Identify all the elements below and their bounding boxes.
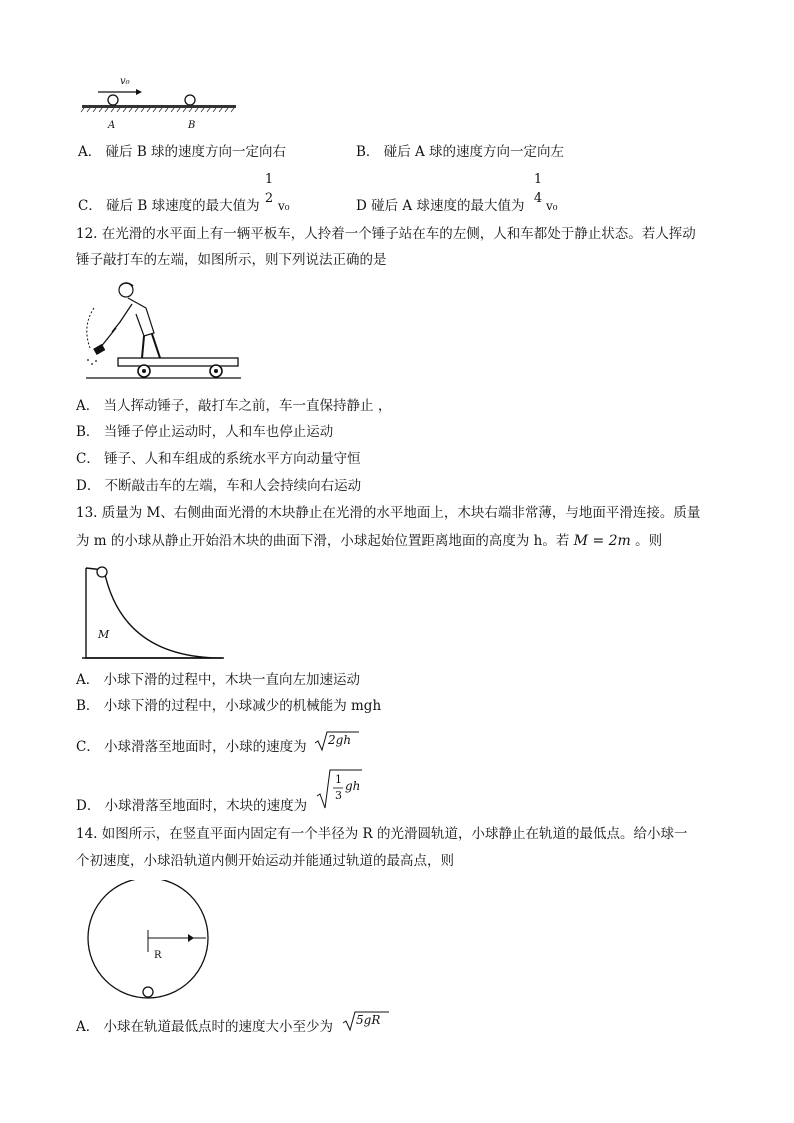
fraction-numerator: 1 <box>533 172 543 187</box>
q11-option-a: A． 碰后 B 球的速度方向一定向右 <box>78 144 287 160</box>
q11-option-d: D 碰后 A 球速度的最大值为 <box>356 198 525 214</box>
radius-r-label: R <box>154 950 162 961</box>
q13-stem-line2 <box>76 531 662 551</box>
fraction-numerator: 1 <box>264 172 274 187</box>
q13-stem-line1: 13. 质量为 M、右侧曲面光滑的木块静止在光滑的水平地面上，木块右端非常薄，与地面平滑连接。质量 <box>76 505 701 521</box>
q12-option-d: D． 不断敲击车的左端，车和人会持续向右运动 <box>76 478 362 494</box>
q12-stem-line1: 12. 在光滑的水平面上有一辆平板车，人拎着一个锤子站在车的左侧，人和车都处于静止状态。若人挥动 <box>76 226 696 242</box>
collision-figure <box>78 76 238 138</box>
hammer-cart-figure <box>76 278 246 388</box>
sqrt-content: gh <box>345 779 361 793</box>
fraction-denominator: 4 <box>533 191 543 206</box>
fraction-numerator: 1 <box>335 773 342 786</box>
q12-option-b: B． 当锤子停止运动时，人和车也停止运动 <box>76 424 334 440</box>
q11-option-d-v0: v₀ <box>546 199 558 213</box>
ball-a <box>108 95 118 105</box>
q13-stem-text: 为 m 的小球从静止开始沿木块的曲面下滑，小球起始位置距离地面的高度为 h。若 <box>76 533 570 549</box>
v0-label: v₀ <box>120 76 130 87</box>
q11-option-b: B． 碰后 A 球的速度方向一定向左 <box>356 144 565 160</box>
sqrt-content: 2gh <box>328 733 352 747</box>
block-m-label: M <box>98 628 110 641</box>
sqrt-content: 5gR <box>356 1013 381 1027</box>
small-ball <box>143 987 153 997</box>
q12-option-a: A． 当人挥动锤子，敲打车之前，车一直保持静止 ， <box>76 398 392 414</box>
fraction-denominator: 2 <box>264 191 274 206</box>
circular-track-figure <box>80 880 220 1000</box>
fraction-denominator: 3 <box>335 789 342 802</box>
q13-option-d: D． 小球滑落至地面时，木块的速度为 <box>76 798 308 814</box>
q14-option-a: A． 小球在轨道最低点时的速度大小至少为 <box>76 1019 334 1035</box>
q14-stem-line2: 个初速度，小球沿轨道内侧开始运动并能通过轨道的最高点，则 <box>76 853 454 869</box>
q14-stem-line1: 14. 如图所示，在竖直平面内固定有一个半径为 R 的光滑圆轨道，小球静止在轨道的最低点。给小球一 <box>76 826 688 842</box>
small-ball <box>97 567 107 577</box>
ball-b <box>185 95 195 105</box>
q11-option-c: C． 碰后 B 球速度的最大值为 <box>78 198 260 214</box>
q11-option-c-fraction <box>262 172 276 206</box>
q13-stem-end: 。则 <box>635 533 663 549</box>
q13-option-d-sqrt <box>316 768 366 810</box>
q12-stem-line2: 锤子敲打车的左端，如图所示，则下列说法正确的是 <box>76 252 387 268</box>
q13-option-a: A． 小球下滑的过程中，木块一直向左加速运动 <box>76 672 361 688</box>
q11-option-d-fraction <box>531 172 545 206</box>
a-label: A <box>108 120 116 131</box>
q11-option-c-v0: v₀ <box>278 199 290 213</box>
curved-block-figure <box>82 562 227 662</box>
q13-stem-math: M = 2m <box>573 533 631 549</box>
q13-option-c: C． 小球滑落至地面时，小球的速度为 <box>76 739 307 755</box>
q13-option-b: B． 小球下滑的过程中，小球减少的机械能为 mgh <box>76 698 382 714</box>
b-label: B <box>188 120 196 131</box>
q12-option-c: C． 锤子、人和车组成的系统水平方向动量守恒 <box>76 451 361 467</box>
